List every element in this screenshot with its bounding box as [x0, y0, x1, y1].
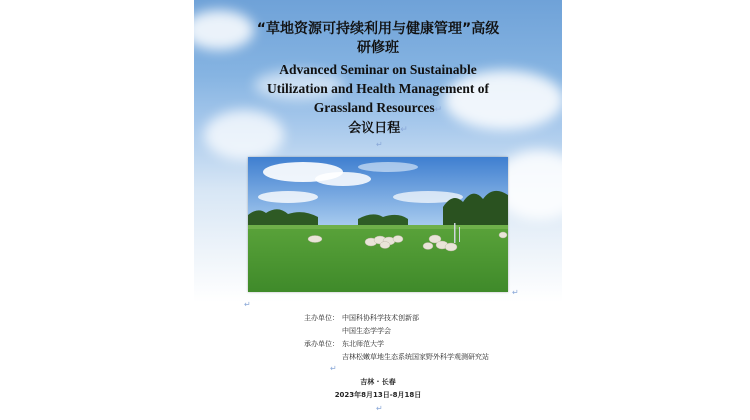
- paragraph-mark-icon: ↵: [376, 404, 383, 413]
- dates: 2023年8月13日-8月18日: [334, 391, 422, 399]
- organizer-row: [304, 339, 384, 349]
- organizer-value: 中国生态学学会: [342, 327, 391, 335]
- paragraph-mark-icon: ↵: [400, 125, 408, 135]
- organizer-label: 主办单位：: [304, 314, 339, 322]
- organizer-value: 东北师范大学: [342, 340, 384, 348]
- organizer-row: [304, 313, 419, 323]
- location-line: [194, 377, 562, 387]
- subtitle-cn: [194, 120, 562, 139]
- organizer-label: 承办单位：: [304, 340, 339, 348]
- organizer-value: 吉林松嫩草地生态系统国家野外科学观测研究站: [342, 353, 489, 361]
- paragraph-mark-icon: ↵: [512, 288, 519, 297]
- title-en-text: Advanced Seminar on Sustainable Utilization and Health Management of Grassland Resources: [267, 62, 489, 115]
- title-en: [194, 60, 562, 119]
- organizer-row: [304, 352, 489, 362]
- location: 吉林 · 长春: [360, 378, 396, 386]
- organizer-row: [304, 326, 391, 336]
- paragraph-mark-icon: ↵: [434, 104, 443, 114]
- title-block: [194, 20, 562, 139]
- paragraph-mark-icon: ↵: [376, 140, 383, 149]
- subtitle-text: 会议日程: [348, 121, 401, 136]
- paragraph-mark-icon: ↵: [244, 300, 251, 309]
- paragraph-mark-icon: ↵: [330, 364, 337, 373]
- grassland-photo: [248, 157, 508, 292]
- document-page: [194, 0, 562, 420]
- dates-line: [194, 390, 562, 400]
- organizer-value: 中国科协科学技术创新部: [342, 314, 419, 322]
- title-cn: “草地资源可持续利用与健康管理”高级研修班: [256, 21, 500, 56]
